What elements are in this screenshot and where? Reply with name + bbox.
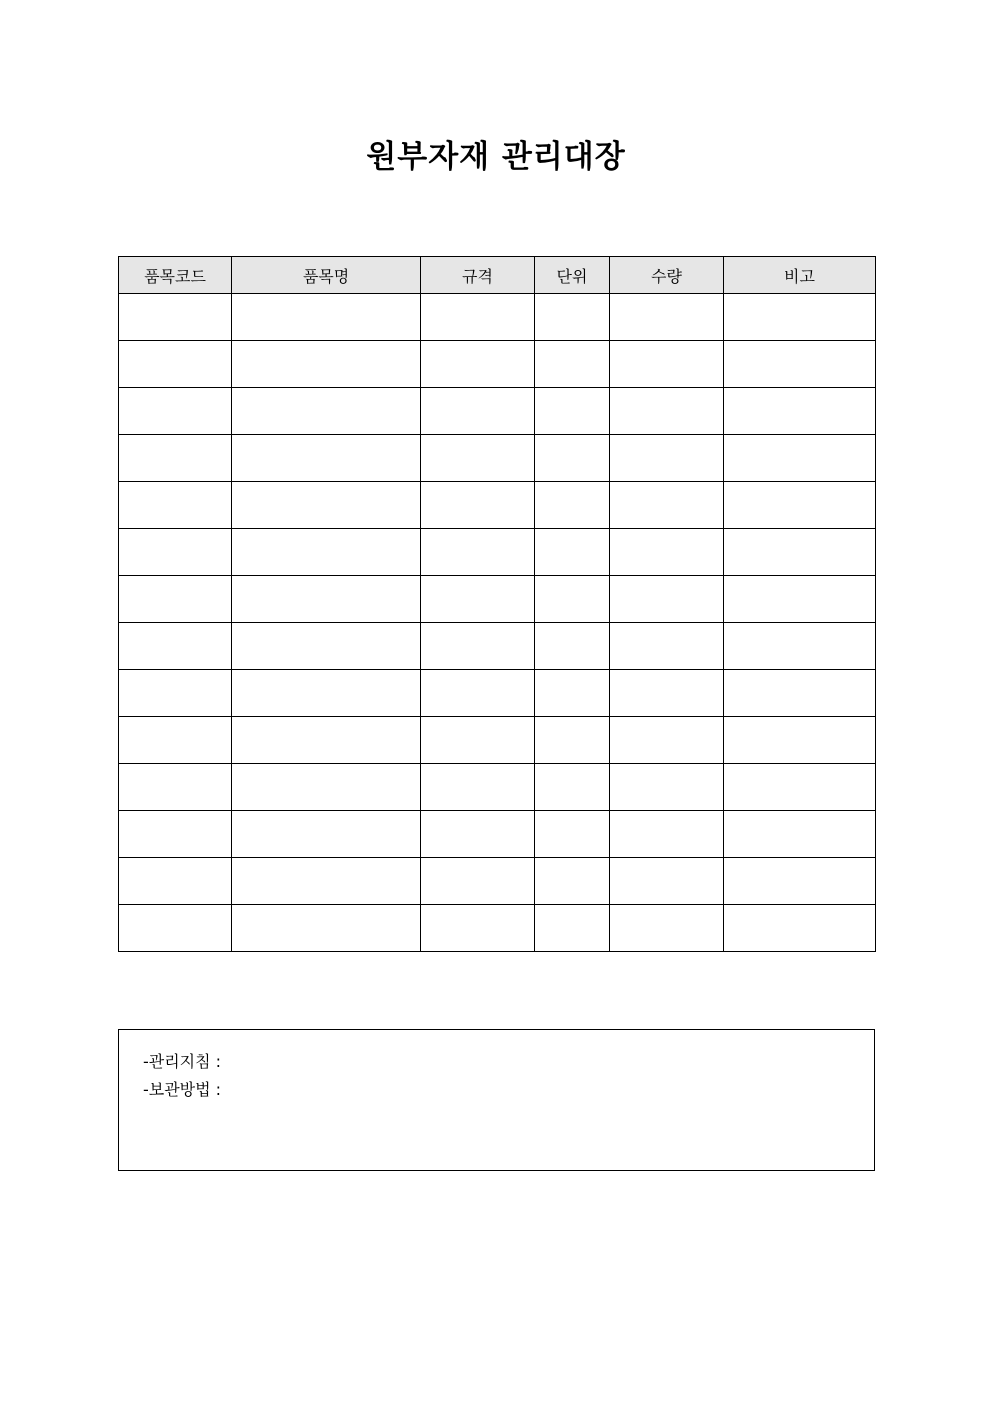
cell-unit [535,482,610,529]
table-row [119,811,876,858]
table-row [119,435,876,482]
table-row [119,294,876,341]
cell-specification [421,811,535,858]
cell-remarks [724,858,876,905]
cell-item-name [232,858,421,905]
cell-item-code [119,717,232,764]
cell-unit [535,717,610,764]
cell-remarks [724,294,876,341]
cell-item-code [119,670,232,717]
cell-quantity [610,905,724,952]
cell-unit [535,670,610,717]
cell-item-code [119,764,232,811]
cell-remarks [724,811,876,858]
cell-item-name [232,670,421,717]
cell-unit [535,623,610,670]
table-body [119,294,876,952]
materials-ledger-table [118,256,876,952]
cell-remarks [724,341,876,388]
cell-unit [535,294,610,341]
notes-list [143,1048,221,1104]
table-row [119,388,876,435]
cell-item-name [232,482,421,529]
table-row [119,623,876,670]
cell-unit [535,576,610,623]
cell-remarks [724,905,876,952]
cell-item-code [119,341,232,388]
cell-specification [421,294,535,341]
header-item-name: 품목명 [232,257,421,294]
cell-quantity [610,670,724,717]
table-row [119,858,876,905]
cell-specification [421,623,535,670]
notes-box [118,1029,875,1171]
header-unit: 단위 [535,257,610,294]
cell-item-code [119,529,232,576]
cell-unit [535,858,610,905]
table-row [119,670,876,717]
cell-item-code [119,482,232,529]
cell-specification [421,670,535,717]
cell-remarks [724,576,876,623]
page-title: 원부자재 관리대장 [366,139,626,175]
cell-item-code [119,811,232,858]
cell-item-name [232,717,421,764]
cell-specification [421,905,535,952]
table-row [119,482,876,529]
cell-specification [421,576,535,623]
table-row [119,341,876,388]
cell-item-code [119,858,232,905]
cell-remarks [724,623,876,670]
cell-specification [421,858,535,905]
cell-remarks [724,717,876,764]
cell-specification [421,341,535,388]
table-row [119,764,876,811]
cell-specification [421,435,535,482]
cell-item-code [119,435,232,482]
header-item-code: 품목코드 [119,257,232,294]
cell-item-name [232,388,421,435]
cell-remarks [724,482,876,529]
cell-unit [535,764,610,811]
header-quantity: 수량 [610,257,724,294]
cell-remarks [724,670,876,717]
cell-item-name [232,623,421,670]
cell-item-name [232,529,421,576]
table-row [119,717,876,764]
cell-quantity [610,858,724,905]
cell-remarks [724,388,876,435]
cell-quantity [610,529,724,576]
note-management-guidelines: -관리지침 : [143,1052,222,1071]
cell-unit [535,435,610,482]
cell-item-name [232,576,421,623]
cell-remarks [724,435,876,482]
cell-unit [535,811,610,858]
table-row [119,529,876,576]
cell-quantity [610,764,724,811]
cell-item-name [232,294,421,341]
cell-item-code [119,388,232,435]
cell-item-code [119,294,232,341]
cell-item-name [232,764,421,811]
header-remarks: 비고 [724,257,876,294]
table-header-row [119,257,876,294]
cell-unit [535,529,610,576]
cell-quantity [610,435,724,482]
cell-item-code [119,623,232,670]
cell-quantity [610,294,724,341]
cell-specification [421,764,535,811]
cell-remarks [724,764,876,811]
table-row [119,576,876,623]
cell-quantity [610,388,724,435]
cell-unit [535,905,610,952]
header-specification: 규격 [421,257,535,294]
table-row [119,905,876,952]
cell-quantity [610,341,724,388]
cell-item-name [232,435,421,482]
cell-specification [421,388,535,435]
cell-unit [535,388,610,435]
cell-quantity [610,576,724,623]
cell-remarks [724,529,876,576]
cell-item-name [232,905,421,952]
note-storage-method: -보관방법 : [143,1080,222,1099]
cell-item-name [232,341,421,388]
cell-unit [535,341,610,388]
cell-quantity [610,482,724,529]
cell-specification [421,717,535,764]
cell-quantity [610,811,724,858]
cell-quantity [610,717,724,764]
cell-item-name [232,811,421,858]
cell-item-code [119,905,232,952]
cell-specification [421,482,535,529]
cell-quantity [610,623,724,670]
cell-specification [421,529,535,576]
cell-item-code [119,576,232,623]
